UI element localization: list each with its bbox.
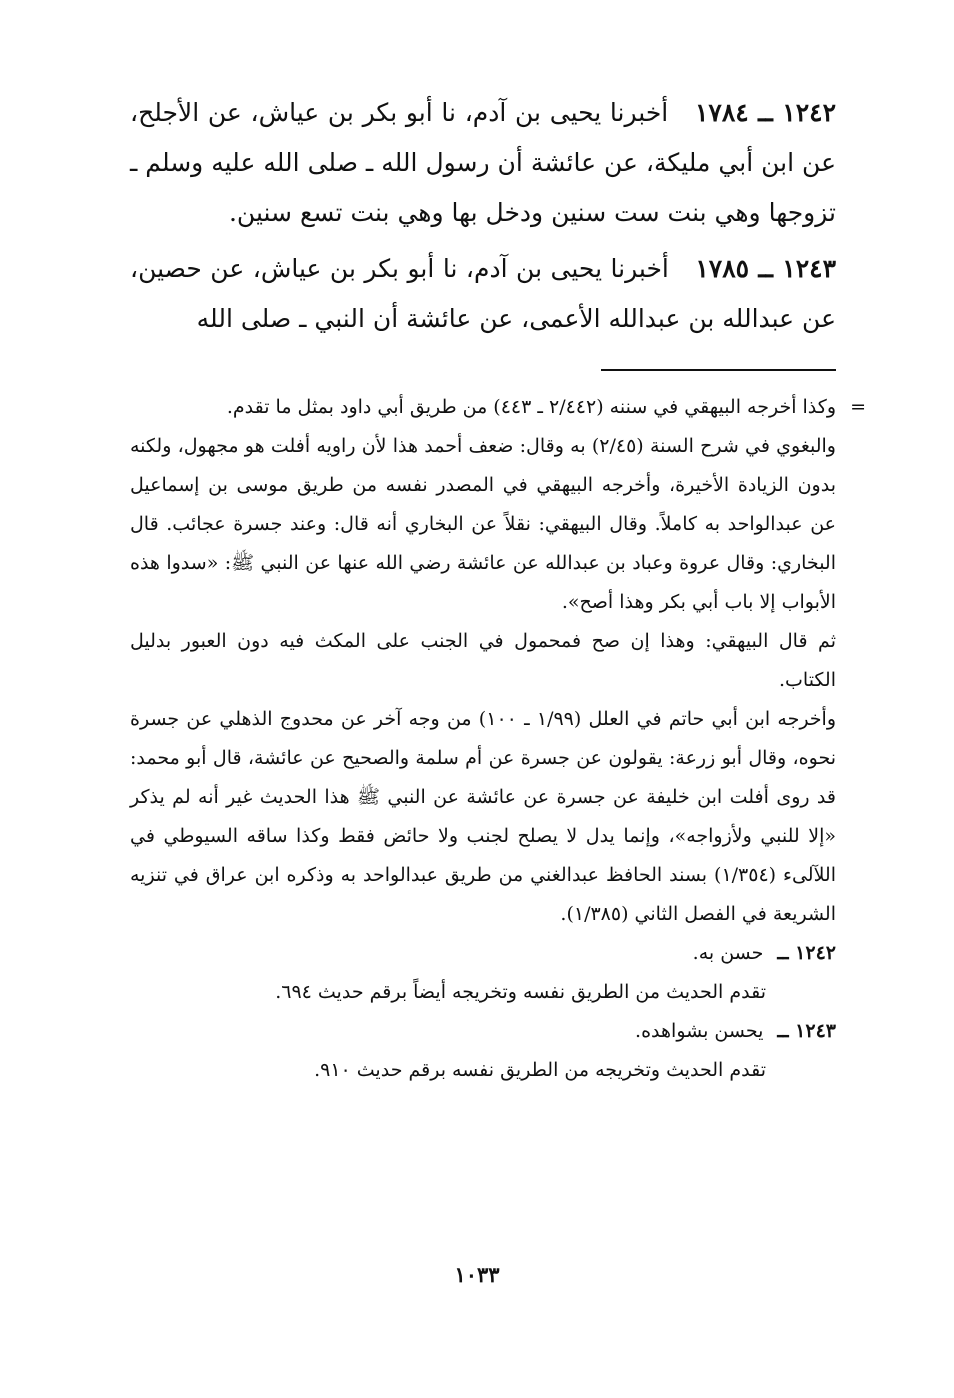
hadith-number: ١٢٤٣ ــ ١٧٨٥	[695, 254, 836, 283]
footnote-paragraph: والبغوي في شرح السنة (٢/٤٥) به وقال: ضعف أحمد هذا لأن راويه أفلت هو مجهول، ولكنه بدون الزيادة الأخيرة، وأخرجه البيهقي في المصدر نفسه من طريق موسى بن إسماعيل عن عبدالواحد به كاملاً. وقال البيهقي: نقلاً عن البخاري أنه قال: وعند جسرة عجائب. قال البخاري: وقال عروة وعباد بن عبدالله عن عائشة رضي الله عنها عن النبي ﷺ: «سدوا هذه الأبواب إلا باب أبي بكر وهذا أصح».	[130, 435, 836, 613]
note-1243	[130, 1012, 836, 1051]
main-text	[130, 88, 836, 350]
note-verdict: يحسن بشواهده.	[635, 1020, 764, 1042]
note-number: ١٢٤٣ ــ	[777, 1020, 836, 1042]
continuation-mark: =	[850, 396, 866, 418]
note-detail: تقدم الحديث من الطريق نفسه وتخريجه أيضاً برقم حديث ٦٩٤.	[275, 981, 766, 1003]
note-1242	[130, 934, 836, 973]
footnotes	[130, 388, 866, 1090]
hadith-number: ١٢٤٢ ــ ١٧٨٤	[694, 98, 836, 127]
note-number: ١٢٤٢ ــ	[777, 942, 836, 964]
footnote-paragraph: وكذا أخرجه البيهقي في سننه (٢/٤٤٢ ـ ٤٤٣) من طريق أبي داود بمثل ما تقدم.	[226, 396, 836, 418]
hadith-1243	[130, 244, 836, 344]
footnote-paragraph: وأخرجه ابن أبي حاتم في العلل (١/٩٩ ـ ١٠٠) من وجه آخر عن محدوج الذهلي عن جسرة نحوه، وقال أبو زرعة: يقولون عن جسرة عن أم سلمة والصحيح عن عائشة، قال أبو محمد: قد روى أفلت ابن خليفة عن جسرة عن عائشة عن النبي ﷺ هذا الحديث غير أنه لم يذكر «إلا للنبي ولأزواجه»، وإنما يدل لا يصلح لجنب ولا حائض فقط وكذا ساقه السيوطي في اللآلىء (١/٣٥٤) بسند الحافظ عبدالغني من طريق عبدالواحد به وذكره ابن عراق في تنزيه الشريعة في الفصل الثاني (١/٣٨٥).	[130, 708, 836, 925]
hadith-1242	[130, 88, 836, 238]
page-number: ١٠٣٣	[454, 1262, 500, 1287]
note-verdict: حسن به.	[692, 942, 764, 964]
footnote-paragraph: ثم قال البيهقي: وهذا إن صح فمحمول في الجنب على المكث فيه دون العبور بدليل الكتاب.	[130, 630, 836, 691]
note-detail: تقدم الحديث وتخريجه من الطريق نفسه برقم حديث ٩١٠.	[314, 1059, 766, 1081]
footnote-divider	[601, 369, 836, 371]
hadith-text: أخبرنا يحيى بن آدم، نا أبو بكر بن عياش، عن حصين، عن عبدالله بن عبدالله الأعمى، عن عائشة أن النبي ـ صلى الله	[130, 254, 836, 333]
hadith-text: أخبرنا يحيى بن آدم، نا أبو بكر بن عياش، عن الأجلح، عن ابن أبي مليكة، عن عائشة أن رسول الله ـ صلى الله عليه وسلم ـ تزوجها وهي بنت ست سنين ودخل بها وهي بنت تسع سنين.	[130, 98, 836, 227]
